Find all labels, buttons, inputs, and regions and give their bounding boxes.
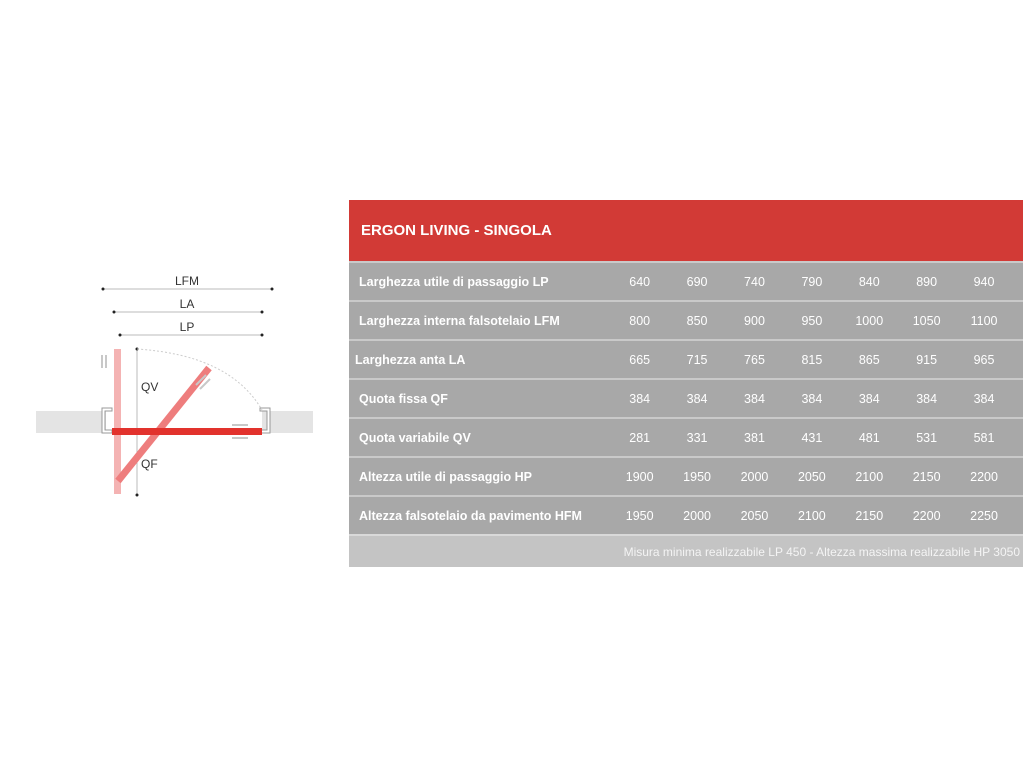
table-cell: 915 [916, 352, 938, 367]
table-cell: 384 [858, 391, 880, 406]
table-cell: 2200 [912, 508, 941, 523]
table-row [349, 300, 1023, 339]
table-cell: 2100 [855, 469, 884, 484]
row-label: Quota variabile QV [359, 430, 471, 445]
table-cell: 950 [801, 313, 823, 328]
wall-left [36, 411, 106, 433]
row-label: Larghezza anta LA [355, 352, 466, 367]
table-cell: 2000 [683, 508, 711, 523]
table-cell: 690 [686, 274, 708, 289]
row-label: Quota fissa QF [359, 391, 448, 406]
table-cell: 1900 [625, 469, 654, 484]
label-lp: LP [179, 320, 195, 334]
label-la: LA [179, 297, 195, 311]
table-cell: 2050 [797, 469, 826, 484]
table-cell: 900 [744, 313, 765, 328]
table-row [349, 378, 1023, 417]
table-cell: 740 [744, 274, 765, 289]
table-cell: 2150 [912, 469, 941, 484]
spec-table [349, 200, 1023, 567]
table-cell: 665 [629, 352, 651, 367]
table-row [349, 495, 1023, 534]
table-cell: 431 [801, 430, 823, 445]
label-qv: QV [141, 380, 159, 394]
table-cell: 531 [916, 430, 938, 445]
table-cell: 1050 [912, 313, 941, 328]
row-label: Altezza utile di passaggio HP [359, 469, 532, 484]
table-cell: 2250 [970, 508, 998, 523]
table-cell: 1000 [855, 313, 884, 328]
table-cell: 2150 [855, 508, 884, 523]
table-cell: 850 [686, 313, 708, 328]
table-cell: 865 [858, 352, 880, 367]
table-cell: 2000 [740, 469, 769, 484]
label-lfm: LFM [175, 274, 199, 288]
table-cell: 1950 [683, 469, 711, 484]
table-footnote: Misura minima realizzabile LP 450 - Altezza massima realizzabile HP 3050 [349, 534, 1023, 567]
table-cell: 384 [629, 391, 651, 406]
table-cell: 1100 [970, 313, 998, 328]
table-cell: 940 [973, 274, 995, 289]
table-cell: 384 [686, 391, 708, 406]
table-cell: 890 [916, 274, 938, 289]
table-cell: 384 [916, 391, 938, 406]
handle-marks [102, 355, 248, 438]
table-cell: 765 [744, 352, 765, 367]
table-cell: 640 [629, 274, 651, 289]
door-panel-closed [112, 428, 262, 435]
label-qf: QF [141, 457, 158, 471]
row-label: Larghezza interna falsotelaio LFM [359, 313, 560, 328]
table-cell: 815 [801, 352, 823, 367]
table-cell: 384 [744, 391, 765, 406]
table-cell: 2100 [797, 508, 826, 523]
table-cell: 1950 [625, 508, 654, 523]
door-panel-swing [118, 368, 209, 481]
table-cell: 381 [744, 430, 765, 445]
table-cell: 281 [629, 430, 651, 445]
table-cell: 384 [973, 391, 995, 406]
table-cell: 2200 [970, 469, 998, 484]
table-row [349, 339, 1023, 378]
table-cell: 965 [973, 352, 995, 367]
table-title: ERGON LIVING - SINGOLA [349, 200, 1023, 261]
door-plan-diagram [30, 265, 320, 510]
table-cell: 715 [686, 352, 708, 367]
table-row [349, 417, 1023, 456]
row-label: Larghezza utile di passaggio LP [359, 274, 549, 289]
door-panel-open [114, 349, 121, 494]
table-row [349, 261, 1023, 300]
frame-jamb-left [102, 408, 112, 433]
table-cell: 384 [801, 391, 823, 406]
table-cell: 481 [858, 430, 880, 445]
table-cell: 331 [686, 430, 708, 445]
table-cell: 581 [973, 430, 995, 445]
table-cell: 800 [629, 313, 651, 328]
table-row [349, 456, 1023, 495]
table-cell: 790 [801, 274, 823, 289]
table-cell: 840 [858, 274, 880, 289]
table-cell: 2050 [740, 508, 769, 523]
row-label: Altezza falsotelaio da pavimento HFM [359, 508, 582, 523]
